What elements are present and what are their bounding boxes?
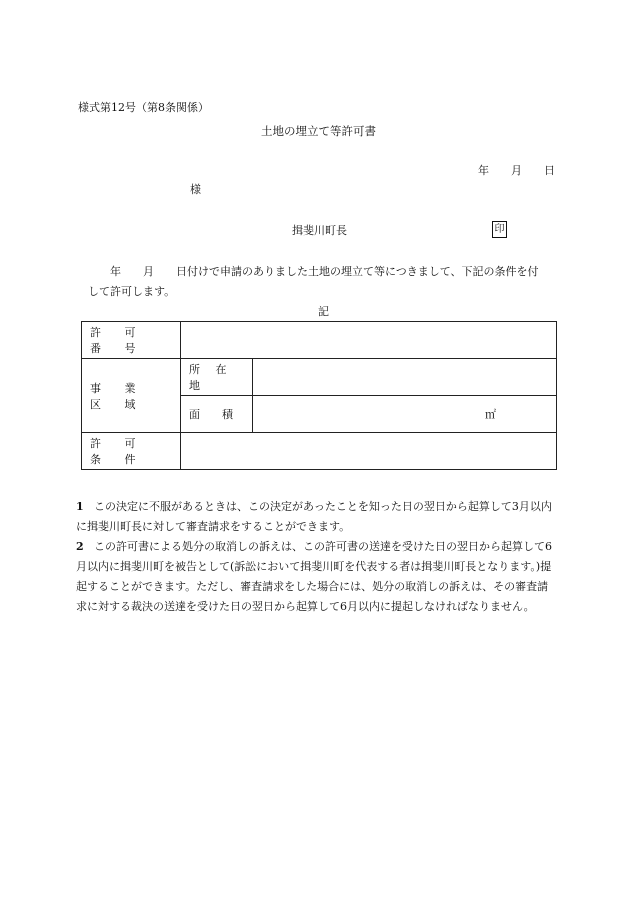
- note-1: [76, 497, 558, 537]
- row-permit-number: [82, 322, 557, 359]
- addressee-suffix: 様: [190, 183, 201, 196]
- date-day: 日: [544, 164, 555, 177]
- body-year: 年: [110, 265, 121, 278]
- row-location: [82, 359, 557, 396]
- date-year: 年: [478, 164, 489, 177]
- project-area-label: 事 業 区 域: [82, 359, 181, 433]
- ki-heading: 記: [318, 305, 329, 318]
- issuer-name: 揖斐川町長: [292, 224, 347, 237]
- area-unit: ㎡: [485, 408, 496, 421]
- seal-box: 印: [492, 221, 507, 238]
- permit-table: [81, 321, 557, 470]
- location-label: 所 在 地: [181, 359, 253, 396]
- body-line-1: [88, 262, 558, 282]
- conditions-label: 許 可 条 件: [82, 433, 181, 470]
- conditions-value: [181, 433, 557, 470]
- note-2: [76, 537, 558, 617]
- notes-section: [76, 497, 558, 617]
- note-1-number: 1: [76, 500, 84, 513]
- body-line-2: して許可します。: [88, 285, 176, 298]
- note-2-text: この許可書による処分の取消しの訴えは、この許可書の送達を受けた日の翌日から起算して6月以内に揖斐川町を被告として(訴訟において揖斐川町を代表する者は揖斐川町長となります。)提起することができます。ただし、審査請求をした場合には、処分の取消しの訴えは、その審査請求に対する裁決の送達を受けた日の翌日から起算して6月以内に提起しなければなりません。: [76, 540, 552, 613]
- permit-number-value: [181, 322, 557, 359]
- body-paragraph: [88, 262, 558, 302]
- note-1-text: この決定に不服があるときは、この決定があったことを知った日の翌日から起算して3月以内に揖斐川町長に対して審査請求をすることができます。: [76, 500, 552, 533]
- document-title: 土地の埋立て等許可書: [261, 124, 376, 138]
- area-value: [253, 396, 557, 433]
- location-value: [253, 359, 557, 396]
- date-line: [478, 164, 555, 178]
- date-month: 月: [511, 164, 522, 177]
- area-label: 面 積: [181, 396, 253, 433]
- body-line-1-rest: 日付けで申請のありました土地の埋立て等につきまして、下記の条件を付: [176, 265, 539, 278]
- form-number: 様式第12号（第8条関係）: [78, 101, 209, 114]
- body-month: 月: [143, 265, 154, 278]
- note-2-number: 2: [76, 540, 84, 553]
- permit-number-label: 許 可 番 号: [82, 322, 181, 359]
- row-conditions: [82, 433, 557, 470]
